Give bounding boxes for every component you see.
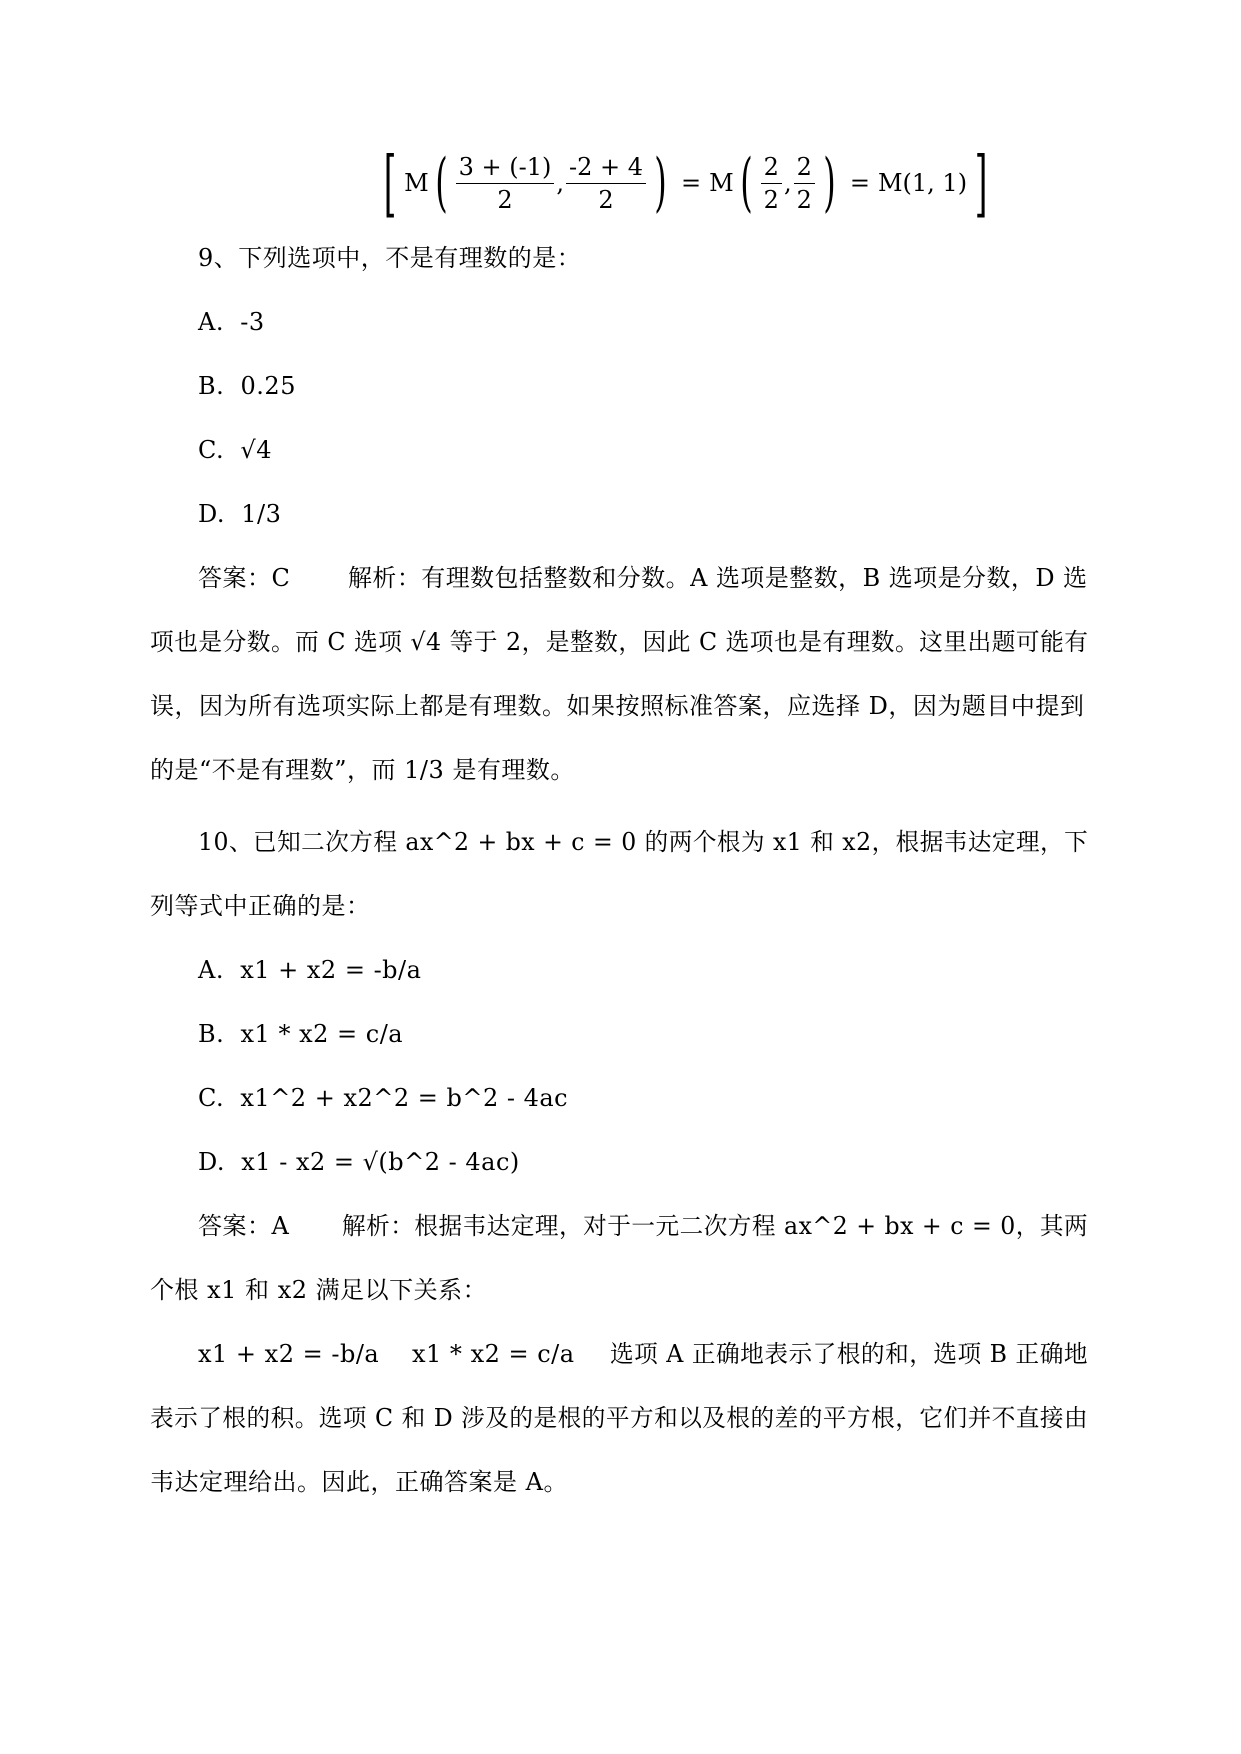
question-10-option-c: C. x1^2 + x2^2 = b^2 - 4ac <box>198 1084 569 1112</box>
question-9-analysis-line-4: 的是“不是有理数”，而 1/3 是有理数。 <box>150 756 575 784</box>
right-paren-2: ) <box>823 146 836 220</box>
formula-result: M(1, 1) <box>877 169 968 197</box>
question-9-option-c: C. √4 <box>198 436 272 464</box>
question-9-option-d: D. 1/3 <box>198 500 282 528</box>
right-paren: ) <box>654 146 667 220</box>
fraction-2-denominator: 2 <box>598 185 614 214</box>
question-10-analysis-line-2: 个根 x1 和 x2 满足以下关系： <box>150 1276 488 1304</box>
question-10-analysis-line-4: 表示了根的积。选项 C 和 D 涉及的是根的平方和以及根的差的平方根，它们并不直接由 <box>150 1404 1089 1432</box>
fraction-3-numerator: 2 <box>761 153 782 184</box>
question-9-option-b: B. 0.25 <box>198 372 296 400</box>
question-10-answer: 答案：A <box>198 1212 290 1240</box>
left-paren: ( <box>434 146 448 220</box>
question-9-answer: 答案：C <box>198 564 291 592</box>
formula-equals-2: = <box>849 169 870 197</box>
fraction-4-numerator: 2 <box>794 153 815 184</box>
question-10-option-d: D. x1 - x2 = √(b^2 - 4ac) <box>198 1148 520 1176</box>
fraction-1-numerator: 3 + (-1) <box>456 153 555 184</box>
question-10-option-b: B. x1 * x2 = c/a <box>198 1020 404 1048</box>
question-9-option-a: A. -3 <box>198 308 265 336</box>
midpoint-formula <box>376 141 995 225</box>
fraction-4-denominator: 2 <box>796 185 812 214</box>
formula-equals-1: = <box>681 169 702 197</box>
question-10-analysis-line-3: 选项 A 正确地表示了根的和，选项 B 正确地 <box>610 1340 1089 1368</box>
right-bracket: ] <box>974 141 988 225</box>
fraction-1-denominator: 2 <box>497 185 513 214</box>
formula-comma-2: , <box>783 169 792 197</box>
formula-comma: , <box>556 169 565 197</box>
fraction-4 <box>794 153 815 214</box>
fraction-2 <box>566 153 646 214</box>
fraction-1 <box>456 153 555 214</box>
fraction-3-denominator: 2 <box>763 185 779 214</box>
formula-m: M <box>404 169 429 197</box>
fraction-2-numerator: -2 + 4 <box>566 153 646 184</box>
question-9-stem: 9、下列选项中，不是有理数的是： <box>198 244 582 272</box>
vieta-relation-sum: x1 + x2 = -b/a <box>198 1340 380 1368</box>
left-paren-2: ( <box>739 146 753 220</box>
question-10-option-a: A. x1 + x2 = -b/a <box>198 956 422 984</box>
question-10-analysis-line-1: 解析：根据韦达定理，对于一元二次方程 ax^2 + bx + c = 0，其两 <box>342 1212 1089 1240</box>
question-9-analysis-line-3: 误，因为所有选项实际上都是有理数。如果按照标准答案，应选择 D，因为题目中提到 <box>150 692 1085 720</box>
question-9-analysis-line-1: 解析：有理数包括整数和分数。A 选项是整数，B 选项是分数，D 选 <box>348 564 1088 592</box>
fraction-3 <box>761 153 782 214</box>
question-10-stem-line-2: 列等式中正确的是： <box>150 892 371 920</box>
formula-m-2: M <box>709 169 734 197</box>
vieta-relation-product: x1 * x2 = c/a <box>412 1340 575 1368</box>
question-10-analysis-line-5: 韦达定理给出。因此，正确答案是 A。 <box>150 1468 568 1496</box>
question-10-stem-line-1: 10、已知二次方程 ax^2 + bx + c = 0 的两个根为 x1 和 x2，根据韦达定理，下 <box>198 828 1089 856</box>
left-bracket: [ <box>383 141 397 225</box>
question-9-analysis-line-2: 项也是分数。而 C 选项 √4 等于 2，是整数，因此 C 选项也是有理数。这里出题可能有 <box>150 628 1089 656</box>
